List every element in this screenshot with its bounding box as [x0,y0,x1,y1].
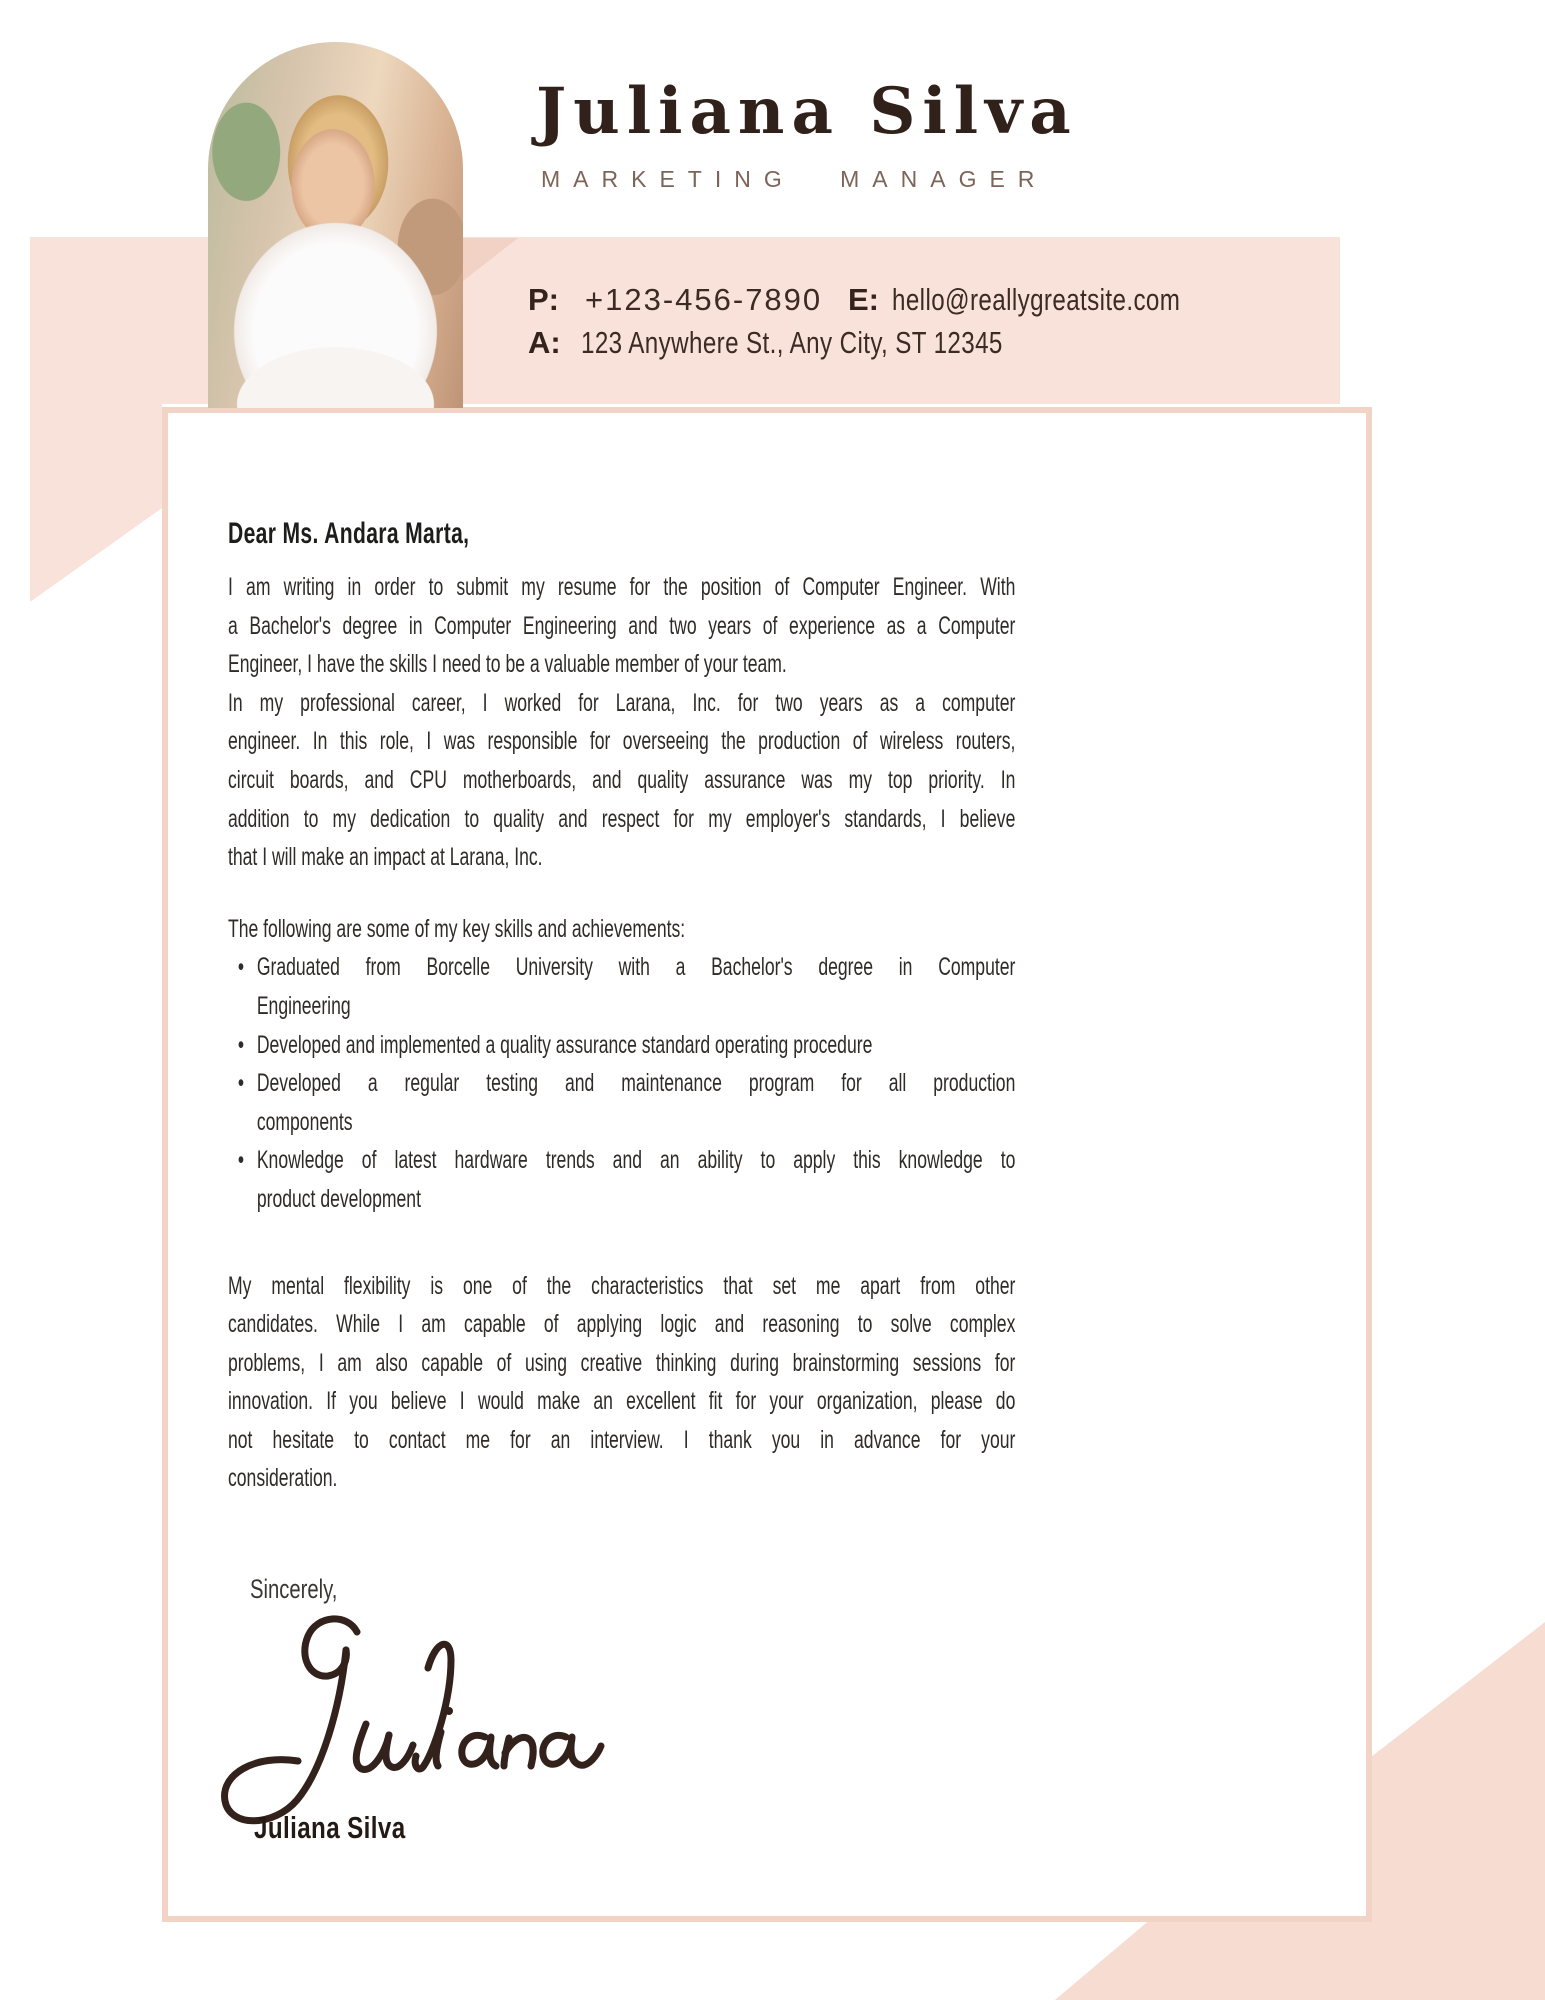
address-value: 123 Anywhere St., Any City, ST 12345 [581,325,1003,360]
email-label: E: [848,282,879,317]
closing-salutation: Sincerely, [250,1574,338,1604]
bullet-line: Engineering [256,991,351,1020]
bullet-icon: • [237,1069,245,1098]
bullet-line: Graduated from Borcelle University with a Bachelor's degree in Computer [256,953,1016,982]
paragraph-line: Engineer, I have the skills I need to be a valuable member of your team. [228,650,787,679]
address-label: A: [528,325,561,360]
job-title: MARKETING MANAGER [541,166,1048,192]
bullet-icon: • [237,1146,245,1175]
paragraph-3 [228,1267,1015,1499]
paragraph-1 [228,568,1015,684]
bullet-item [228,1141,1015,1218]
bullet-item [228,1064,1015,1141]
greeting: Dear Ms. Andara Marta, [228,517,470,550]
skills-intro: The following are some of my key skills and achievements: [228,914,686,943]
paragraph-line: engineer. In this role, I was responsible for overseeing the production of wireless routers, [228,727,1016,756]
email-value: hello@reallygreatsite.com [892,282,1181,317]
bullet-icon: • [237,953,245,982]
bullet-line: components [256,1107,353,1136]
paragraph-line: a Bachelor's degree in Computer Engineering and two years of experience as a Computer [228,611,1016,640]
paragraph-line: circuit boards, and CPU motherboards, and quality assurance was my top priority. In [228,765,1016,794]
paragraph-line: innovation. If you believe I would make an excellent fit for your organization, please do [228,1387,1016,1416]
paragraph-2 [228,684,1015,877]
bullet-line: product development [256,1184,421,1213]
paragraph-line: In my professional career, I worked for Larana, Inc. for two years as a computer [228,688,1016,717]
bullet-icon: • [237,1030,245,1059]
profile-photo [208,42,463,408]
person-name: Juliana Silva [536,74,1078,149]
bullet-line: Developed and implemented a quality assurance standard operating procedure [256,1030,873,1059]
signature-script [200,1604,610,1834]
paragraph-line: that I will make an impact at Larana, Inc. [228,843,543,872]
paragraph-line: I am writing in order to submit my resume for the position of Computer Engineer. With [228,573,1016,601]
paragraph-line: consideration. [228,1464,338,1493]
bullet-line: Knowledge of latest hardware trends and an ability to apply this knowledge to [256,1146,1016,1175]
signed-name: Juliana Silva [254,1810,406,1845]
bullet-item [228,948,1015,1025]
bullet-item [228,1026,1015,1065]
paragraph-line: not hesitate to contact me for an interview. I thank you in advance for your [228,1425,1016,1454]
paragraph-line: candidates. While I am capable of applying logic and reasoning to solve complex [228,1310,1016,1339]
phone-value: +123-456-7890 [585,282,823,317]
paragraph-line: problems, I am also capable of using creative thinking during brainstorming sessions for [228,1348,1016,1377]
letter-body [228,516,1015,1498]
paragraph-line: addition to my dedication to quality and respect for my employer's standards, I believe [228,804,1016,833]
phone-label: P: [528,282,559,317]
paragraph-line: My mental flexibility is one of the characteristics that set me apart from other [228,1271,1016,1300]
bullet-line: Developed a regular testing and maintenance program for all production [256,1069,1016,1098]
